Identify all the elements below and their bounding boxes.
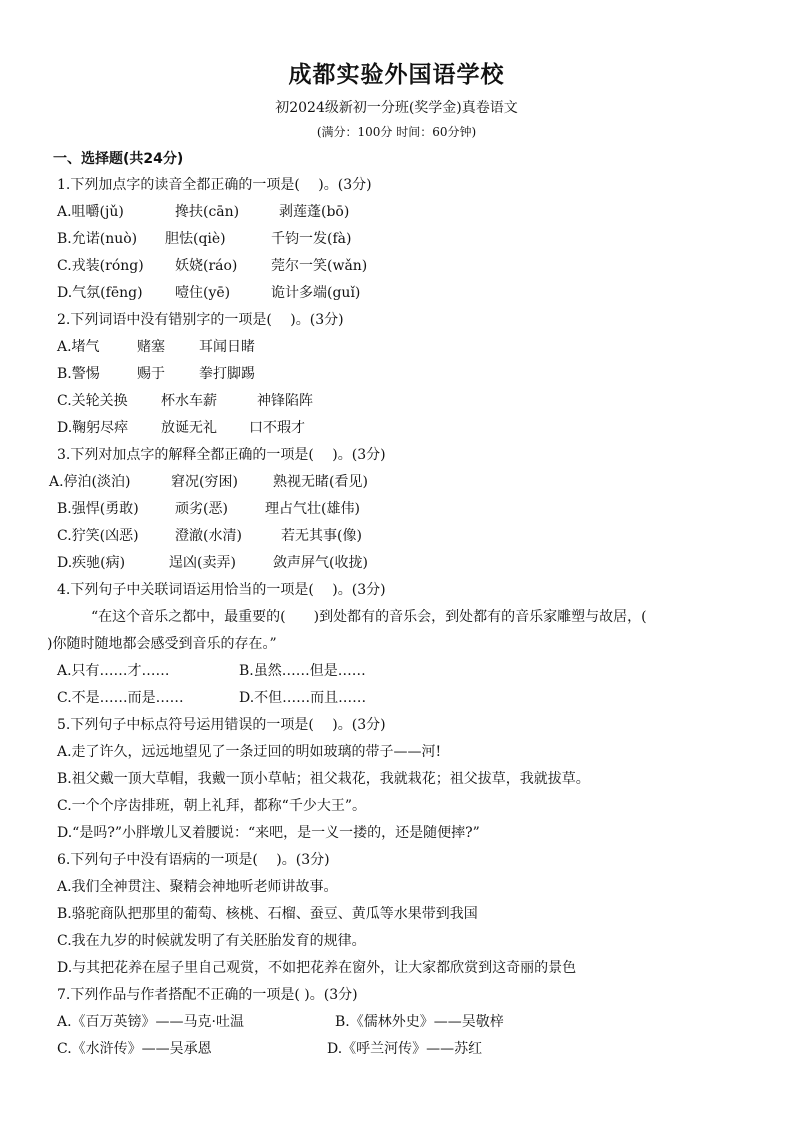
option-part: B.祖父戴一顶大草帽，我戴一顶小草帖；祖父栽花，我就栽花；祖父拔草，我就拔草。: [57, 771, 590, 787]
option-part: 顽劣(恶): [175, 501, 228, 517]
exam-note: (满分：100分 时间：60分钟): [316, 125, 477, 139]
option-part: 耳闻日睹: [199, 339, 255, 355]
option-part: D.《呼兰河传》——苏红: [327, 1041, 483, 1057]
option-part: B.强悍(勇敢): [57, 501, 139, 517]
section-heading: 一、选择题(共24分): [53, 151, 184, 167]
option-part: 赌塞: [137, 339, 165, 355]
option-part: D.气氛(fēng): [57, 285, 143, 301]
option-part: 澄澈(水清): [175, 528, 242, 544]
option-part: C.我在九岁的时候就发明了有关胚胎发育的规律。: [57, 933, 366, 949]
option-part: A.我们全神贯注、聚精会神地听老师讲故事。: [57, 879, 338, 895]
option-part: C.狞笑(凶恶): [57, 528, 139, 544]
option-part: B.《儒林外史》——吴敬梓: [335, 1014, 504, 1030]
option-part: D.与其把花养在屋子里自己观赏，不如把花养在窗外，让大家都欣赏到这奇丽的景色: [57, 960, 577, 976]
option-part: 理占气壮(雄伟): [265, 501, 360, 517]
option-part: 口不瑕才: [249, 420, 305, 436]
option-part: 诡计多端(guǐ): [271, 285, 361, 301]
option-part: 莞尔一笑(wǎn): [271, 258, 368, 274]
question-stem: 5.下列句子中标点符号运用错误的一项是( )。(3分): [57, 717, 386, 733]
option-part: A.咀嚼(jǔ): [57, 204, 124, 220]
option-part: C.《水浒传》——吴承恩: [57, 1041, 212, 1057]
option-part: 逞凶(卖弄): [169, 555, 236, 571]
option-part: 若无其事(像): [281, 528, 362, 544]
question-stem: 6.下列句子中没有语病的一项是( )。(3分): [57, 852, 330, 868]
option-part: D.不但……而且……: [239, 690, 367, 706]
question-stem: 1.下列加点字的读音全都正确的一项是( )。(3分): [57, 177, 372, 193]
option-part: B.警惕: [57, 366, 100, 382]
question-stem: 2.下列词语中没有错别字的一项是( )。(3分): [57, 312, 344, 328]
option-part: D.疾驰(病): [57, 555, 126, 571]
question-stem: 4.下列句子中关联词语运用恰当的一项是( )。(3分): [57, 582, 386, 598]
option-part: 放诞无礼: [161, 420, 217, 436]
option-part: C.一个个序齿排班，朝上礼拜，都称“千少大王”。: [57, 798, 366, 814]
option-part: A.只有……才……: [57, 663, 170, 679]
option-part: 神锋陷阵: [257, 393, 313, 409]
option-part: 敛声屏气(收拢): [273, 555, 368, 571]
option-part: D.“是吗?”小胖墩儿叉着腰说：“来吧，是一义一搂的，还是随便摔?”: [57, 825, 480, 841]
option-part: C.不是……而是……: [57, 690, 184, 706]
option-part: B.允诺(nuò): [57, 231, 138, 247]
option-part: A.走了许久，远远地望见了一条迂回的明如玻璃的带子——河!: [57, 744, 442, 760]
option-part: 妖娆(ráo): [175, 258, 238, 274]
option-part: 剥莲蓬(bō): [279, 204, 350, 220]
exam-subtitle: 初2024级新初一分班(奖学金)真卷语文: [275, 100, 518, 116]
option-part: B.骆驼商队把那里的葡萄、核桃、石榴、蚕豆、黄瓜等水果带到我国: [57, 906, 478, 922]
option-part: C.戎装(róng): [57, 258, 144, 274]
option-part: D.鞠躬尽瘁: [57, 420, 129, 436]
option-part: 熟视无睹(看见): [273, 474, 368, 490]
option-part: 杯水车薪: [161, 393, 217, 409]
question-quote: )你随时随地都会感受到音乐的存在。”: [47, 636, 277, 652]
option-part: B.虽然……但是……: [239, 663, 366, 679]
option-part: A.《百万英镑》——马克·吐温: [57, 1014, 245, 1030]
option-part: 胆怯(qiè): [165, 231, 226, 247]
option-part: 搀扶(cān): [175, 204, 240, 220]
option-part: A.堵气: [57, 339, 100, 355]
option-part: C.关轮关换: [57, 393, 128, 409]
option-part: 赐于: [137, 366, 165, 382]
option-part: 噎住(yē): [175, 285, 231, 301]
option-part: 千钧一发(fà): [271, 231, 352, 247]
option-part: 拳打脚踢: [199, 366, 255, 382]
question-quote: “在这个音乐之都中，最重要的( )到处都有的音乐会，到处都有的音乐家雕塑与故居，(: [91, 609, 647, 625]
question-stem: 3.下列对加点字的解释全都正确的一项是( )。(3分): [57, 447, 386, 463]
page-title: 成都实验外国语学校: [288, 62, 505, 88]
question-stem: 7.下列作品与作者搭配不正确的一项是( )。(3分): [57, 987, 358, 1003]
option-part: A.停泊(淡泊): [49, 474, 131, 490]
option-part: 窘况(穷困): [171, 474, 238, 490]
